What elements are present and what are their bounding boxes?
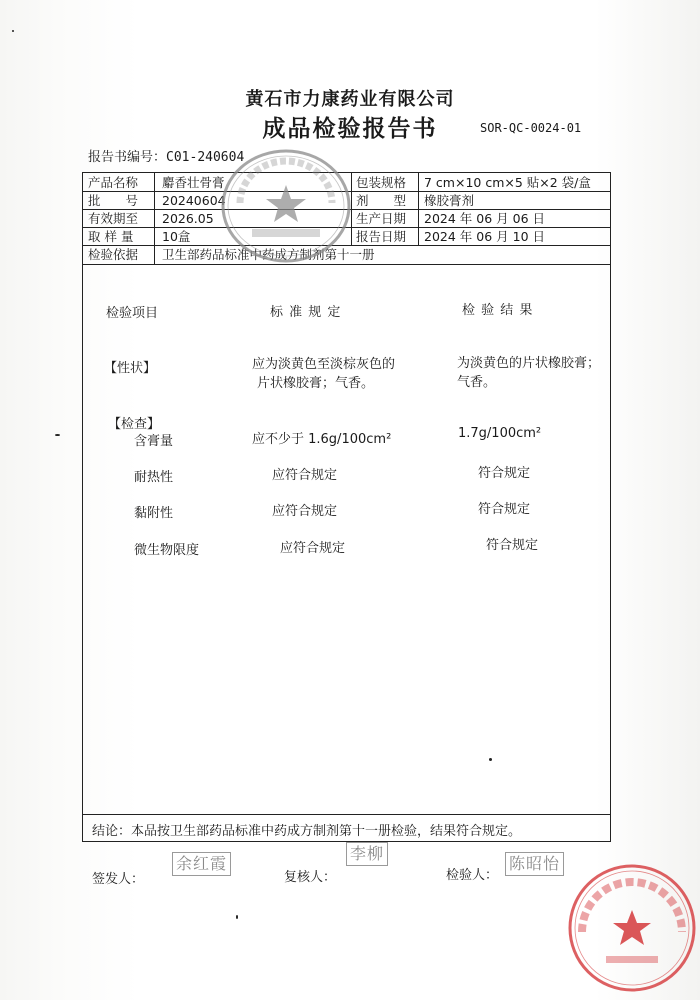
production-date-value: 2024 年 06 月 06 日 — [424, 211, 545, 226]
table-row-divider — [82, 814, 611, 815]
check-item-result: 符合规定 — [478, 466, 531, 481]
report-date-value: 2024 年 06 月 10 日 — [424, 229, 545, 244]
table-col-divider — [154, 172, 155, 264]
table-col-divider — [418, 172, 419, 245]
check-item-result: 符合规定 — [478, 502, 531, 517]
production-date-label: 生产日期 — [356, 211, 407, 226]
check-item-name: 微生物限度 — [134, 543, 200, 558]
appearance-standard-line1: 应为淡黄色至淡棕灰色的 — [252, 357, 396, 372]
check-label: 【检查】 — [108, 417, 161, 432]
check-item-result: 1.7g/100cm² — [458, 426, 542, 441]
appearance-standard-line2: 片状橡胶膏；气香。 — [257, 376, 375, 391]
expiry-value: 2026.05 — [162, 211, 214, 226]
product-name-value: 麝香壮骨膏 — [162, 175, 225, 190]
appearance-result-line1: 为淡黄色的片状橡胶膏； — [457, 356, 601, 371]
form-label: 剂 型 — [356, 193, 407, 208]
product-name-label: 产品名称 — [88, 175, 139, 190]
basis-value: 卫生部药品标准中药成方制剂第十一册 — [162, 247, 375, 262]
inspector-label: 检验人： — [446, 868, 499, 883]
expiry-label: 有效期至 — [88, 211, 139, 226]
column-header-item: 检验项目 — [106, 306, 159, 321]
pack-value: 7 cm×10 cm×5 贴×2 袋/盒 — [424, 175, 591, 190]
check-item-standard: 应不少于 1.6g/100cm² — [252, 432, 392, 447]
ink-speck — [236, 915, 238, 919]
check-item-name: 黏附性 — [134, 506, 174, 521]
inspector-signature: 陈昭怡 — [505, 852, 564, 876]
conclusion-text: 结论：本品按卫生部药品标准中药成方制剂第十一册检验，结果符合规定。 — [92, 824, 522, 839]
check-item-standard: 应符合规定 — [272, 504, 338, 519]
appearance-label: 【性状】 — [104, 361, 157, 376]
issuer-label: 签发人： — [92, 872, 145, 887]
appearance-result-line2: 气香。 — [457, 375, 497, 390]
basis-label: 检验依据 — [88, 247, 139, 262]
qa-seal — [564, 860, 700, 996]
issuer-signature: 余红霞 — [172, 852, 231, 876]
check-item-name: 耐热性 — [134, 470, 174, 485]
sample-value: 10盒 — [162, 229, 191, 244]
company-seal — [218, 147, 354, 265]
batch-label: 批 号 — [88, 193, 139, 208]
check-item-standard: 应符合规定 — [280, 541, 346, 556]
reviewer-label: 复核人： — [284, 870, 337, 885]
ink-speck — [55, 434, 60, 436]
column-header-standard: 标 准 规 定 — [270, 305, 342, 320]
ink-speck — [12, 30, 14, 32]
pack-label: 包装规格 — [356, 175, 407, 190]
check-item-result: 符合规定 — [486, 538, 539, 553]
ink-speck — [489, 758, 492, 761]
reviewer-signature: 李柳 — [346, 842, 388, 866]
check-item-name: 含膏量 — [134, 434, 174, 449]
form-value: 橡胶膏剂 — [424, 193, 475, 208]
report-date-label: 报告日期 — [356, 229, 407, 244]
report-number-value: C01-240604 — [166, 150, 245, 165]
company-name: 黄石市力康药业有限公司 — [245, 89, 455, 110]
report-number-label: 报告书编号： — [88, 150, 167, 165]
document-number: SOR-QC-0024-01 — [480, 121, 582, 135]
column-header-result: 检 验 结 果 — [462, 303, 534, 318]
batch-value: 20240604 — [162, 193, 226, 208]
check-item-standard: 应符合规定 — [272, 468, 338, 483]
sample-label: 取 样 量 — [88, 229, 134, 244]
report-title: 成品检验报告书 — [262, 116, 438, 142]
